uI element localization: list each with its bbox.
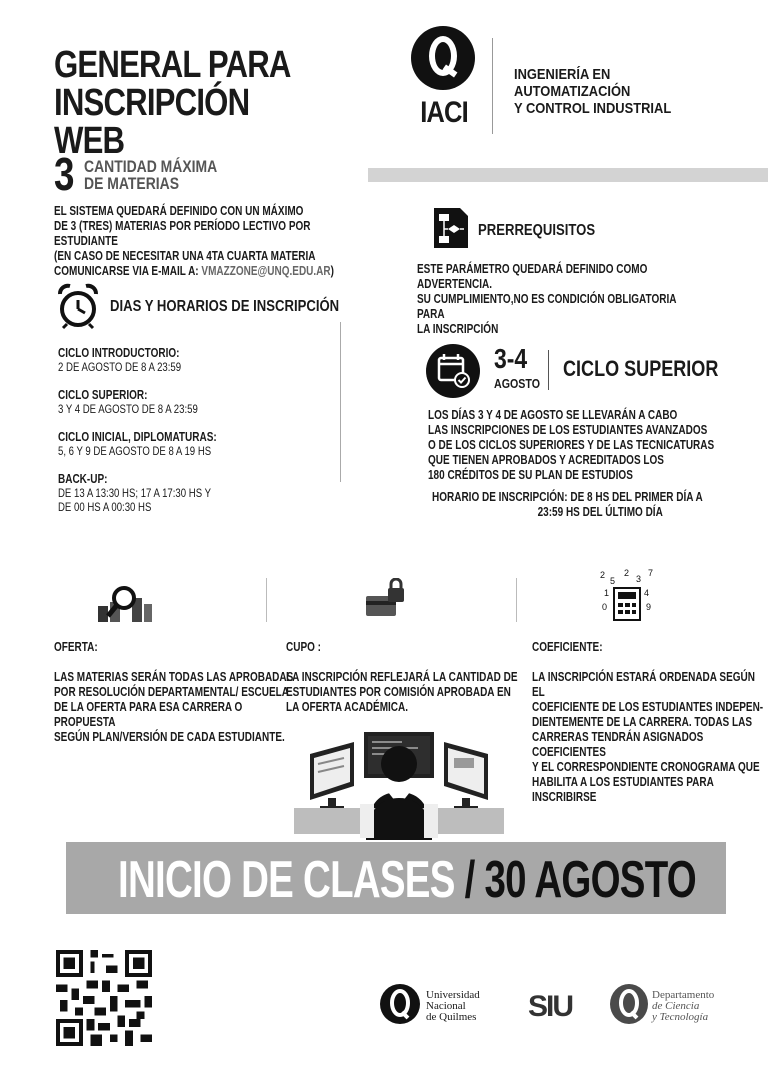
schedule-item-backup	[58, 472, 358, 514]
schedule-item-text: DE 13 A 13:30 HS; 17 A 17:30 HS Y	[58, 486, 211, 500]
qr-code-icon[interactable]	[56, 950, 152, 1046]
contact-email-link[interactable]: VMAZZONE@UNQ.EDU.AR	[201, 264, 331, 278]
dct-line3	[652, 1012, 714, 1023]
calc-digit: 2	[624, 568, 630, 578]
max-text-line4	[54, 264, 342, 279]
credit-card-lock-icon	[364, 578, 408, 622]
max-text-line2: DE 3 (TRES) MATERIAS POR PERÍODO LECTIVO POR ESTUDIANTE	[54, 219, 311, 248]
schedule-item-introductorio	[58, 346, 358, 374]
cs-line2: LAS INSCRIPCIONES DE LOS ESTUDIANTES AVANZADOS	[428, 423, 708, 437]
dct-line2-text: de Ciencia	[652, 1000, 700, 1012]
schedule-item-inicial	[58, 430, 358, 458]
calc-digit: 4	[644, 588, 650, 598]
horario-line1-text: DE 8 HS DEL PRIMER DÍA A	[567, 490, 703, 504]
schedule-item-text: 5, 6 Y 9 DE AGOSTO DE 8 A 19 HS	[58, 444, 212, 458]
coeficiente-line: Y EL CORRESPONDIENTE CRONOGRAMA QUE	[532, 760, 760, 774]
page-title	[54, 46, 316, 160]
cs-line5	[428, 468, 716, 483]
horario-line2: 23:59 HS DEL ÚLTIMO DÍA	[537, 505, 663, 519]
coeficiente-line: DIENTEMENTE DE LA CARRERA. TODAS LAS	[532, 715, 753, 729]
cs-line1-c: DE AGOSTO SE LLEVARÁN A CABO	[501, 408, 678, 422]
oferta-line: LAS MATERIAS SERÁN TODAS LAS APROBADAS	[54, 670, 294, 684]
prereq-heading: PRERREQUISITOS	[478, 222, 596, 239]
max-label-line1: CANTIDAD MÁXIMA	[84, 157, 218, 176]
siu-logo: SIU	[528, 990, 573, 1023]
inicio-clases-label: INICIO DE CLASES	[118, 851, 455, 909]
cs-line1-b: 3 Y 4	[478, 408, 502, 422]
schedule-item-superior	[58, 388, 358, 416]
dct-line1: Departamento	[652, 989, 715, 1001]
max-materias-text	[54, 204, 342, 279]
cs-line4: QUE TIENEN APROBADOS Y ACREDITADOS LOS	[428, 453, 664, 467]
cs-line3: O DE LOS CICLOS SUPERIORES Y DE LAS TECNICATURAS	[428, 438, 715, 452]
unq-line1: Universidad	[426, 989, 480, 1001]
career-name	[514, 66, 720, 117]
ciclo-superior-heading: CICLO SUPERIOR	[563, 356, 719, 381]
ciclo-superior-month: AGOSTO	[494, 376, 541, 391]
career-line1: INGENIERÍA EN AUTOMATIZACIÓN	[514, 66, 631, 100]
cs-line5-a: 180 CRÉDITOS	[428, 468, 499, 482]
max-text-line4-suffix: )	[330, 264, 334, 278]
career-line2: Y CONTROL INDUSTRIAL	[514, 100, 672, 117]
inicio-clases-date: / 30 AGOSTO	[454, 851, 696, 909]
calc-digit: 7	[648, 568, 654, 578]
cs-line5-b: DE SU	[498, 468, 536, 482]
calendar-check-icon	[426, 344, 480, 398]
decorative-bar	[368, 168, 768, 182]
horario-inscripcion	[432, 490, 720, 520]
oferta-line: POR RESOLUCIÓN DEPARTAMENTAL/ ESCUELA	[54, 685, 290, 699]
alarm-clock-icon	[54, 282, 102, 330]
horario-line1	[432, 490, 720, 505]
unq-logo-icon	[380, 984, 420, 1024]
oferta-text	[54, 670, 294, 745]
prereq-line2: SU CUMPLIMIENTO,NO ES CONDICIÓN OBLIGATORIA PARA	[417, 292, 677, 321]
cupo-title: CUPO :	[286, 640, 321, 654]
calc-digit: 1	[604, 588, 610, 598]
ciclo-superior-days: 3-4	[494, 343, 528, 374]
schedule-item-title: CICLO SUPERIOR:	[58, 388, 148, 402]
calculator-numbers-icon	[596, 566, 656, 624]
coeficiente-line: HABILITA A LOS ESTUDIANTES PARA INSCRIBIRSE	[532, 775, 714, 804]
ciclo-superior-text	[428, 408, 716, 483]
max-materias-label	[84, 158, 248, 192]
inicio-clases-text	[118, 852, 696, 908]
coeficiente-text	[532, 670, 764, 805]
oferta-line: DE LA OFERTA PARA ESA CARRERA O PROPUESTA	[54, 700, 243, 729]
coeficiente-line: CARRERAS TENDRÁN ASIGNADOS COEFICIENTES	[532, 730, 704, 759]
schedule-item-title: CICLO INICIAL, DIPLOMATURAS:	[58, 430, 217, 444]
flowchart-document-icon	[432, 206, 470, 250]
dct-logo-icon	[610, 984, 648, 1024]
feature-separator	[516, 578, 517, 622]
oferta-line: SEGÚN PLAN/VERSIÓN DE CADA ESTUDIANTE.	[54, 730, 285, 744]
prereq-text	[417, 262, 705, 337]
calc-digit: 3	[636, 574, 642, 584]
calc-digit: 2	[600, 570, 606, 580]
max-materias-number: 3	[54, 148, 75, 200]
dct-line3-text: y Tecnología	[652, 1011, 709, 1023]
max-label-line2: DE MATERIAS	[84, 174, 180, 193]
cupo-line: LA OFERTA ACADÉMICA.	[286, 700, 409, 714]
schedule-item-text: 3 Y 4 DE AGOSTO DE 8 A 23:59	[58, 402, 198, 416]
feature-separator	[266, 578, 267, 622]
calc-digit: 9	[646, 602, 652, 612]
schedule-heading: DIAS Y HORARIOS DE INSCRIPCIÓN	[110, 298, 340, 315]
unq-line3: de Quilmes	[426, 1011, 477, 1023]
cupo-line: LA INSCRIPCIÓN REFLEJARÁ LA CANTIDAD DE	[286, 670, 518, 684]
unq-line2: Nacional	[426, 1000, 466, 1012]
prereq-line3: LA INSCRIPCIÓN	[417, 322, 499, 336]
iaci-logo-icon	[411, 26, 475, 90]
person-at-computers-illustration	[292, 728, 506, 840]
max-text-line3: (EN CASO DE NECESITAR UNA 4TA CUARTA MATERIA	[54, 249, 316, 263]
cupo-text	[286, 670, 526, 715]
schedule-item-text: DE 00 HS A 00:30 HS	[58, 500, 152, 514]
page-title-line2: INSCRIPCIÓN WEB	[54, 82, 250, 162]
ciclo-superior-divider	[548, 350, 549, 390]
cupo-line: ESTUDIANTES POR COMISIÓN APROBADA EN	[286, 685, 511, 699]
coeficiente-line: COEFICIENTE DE LOS ESTUDIANTES INDEPEN-	[532, 700, 764, 714]
calc-digit: 0	[602, 602, 608, 612]
calc-digit: 5	[610, 576, 616, 586]
schedule-item-text: 2 DE AGOSTO DE 8 A 23:59	[58, 360, 182, 374]
cs-line1	[428, 408, 716, 423]
oferta-title: OFERTA:	[54, 640, 98, 654]
page-title-line1: GENERAL PARA	[54, 44, 291, 86]
max-text-line1: EL SISTEMA QUEDARÁ DEFINIDO CON UN MÁXIMO	[54, 204, 304, 218]
dct-name	[652, 990, 714, 1023]
cs-line5-c: PLAN DE ESTUDIOS	[535, 468, 633, 482]
header-divider	[492, 38, 493, 134]
prereq-line1: ESTE PARÁMETRO QUEDARÁ DEFINIDO COMO ADVERTENCIA.	[417, 262, 648, 291]
schedule-item-title: BACK-UP:	[58, 472, 108, 486]
cs-line1-a: LOS DÍAS	[428, 408, 479, 422]
coeficiente-title: COEFICIENTE:	[532, 640, 603, 654]
unq-name	[426, 990, 480, 1023]
horario-label: HORARIO DE INSCRIPCIÓN:	[432, 490, 568, 504]
search-books-icon	[98, 584, 154, 624]
max-text-line4-prefix: COMUNICARSE VIA E-MAIL A:	[54, 264, 202, 278]
schedule-item-title: CICLO INTRODUCTORIO:	[58, 346, 180, 360]
iaci-logo-text: IACI	[420, 96, 468, 129]
coeficiente-line: LA INSCRIPCIÓN ESTARÁ ORDENADA SEGÚN EL	[532, 670, 755, 699]
